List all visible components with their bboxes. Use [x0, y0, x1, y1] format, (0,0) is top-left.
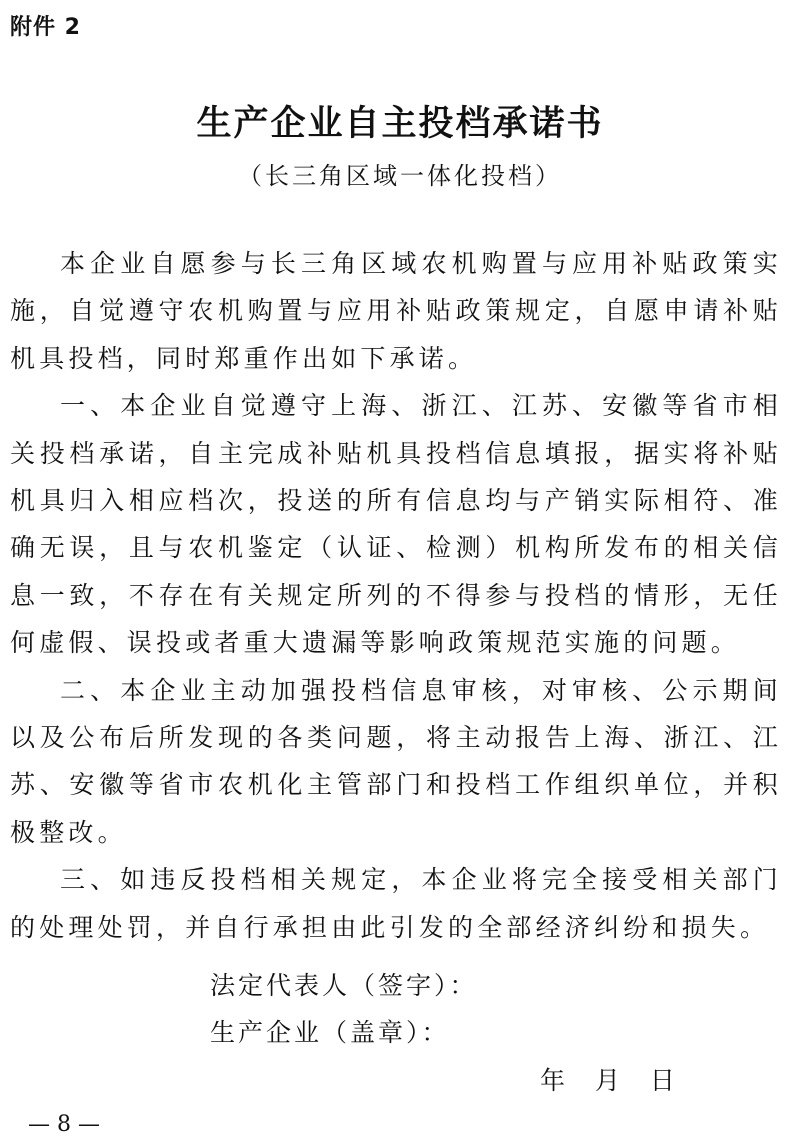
paragraph-commitment-1: 一、本企业自觉遵守上海、浙江、江苏、安徽等省市相关投档承诺，自主完成补贴机具投档信息填报，据实将补贴机具归入相应档次，投送的所有信息均与产销实际相符、准确无误，且与农机鉴定（认证、检测）机构所发布的相关信息一致，不存在有关规定所列的不得参与投档的情形，无任何虚假、误投或者重大遗漏等影响政策规范实施的问题。: [10, 391, 782, 658]
document-title: 生产企业自主投档承诺书: [196, 104, 604, 144]
paragraph-commitment-2: 二、本企业主动加强投档信息审核，对审核、公示期间以及公布后所发现的各类问题，将主动报告上海、浙江、江苏、安徽等省市农机化主管部门和投档工作组织单位，并积极整改。: [10, 675, 782, 847]
attachment-label: 附件 2: [10, 15, 81, 40]
page-number: — 8 —: [28, 1112, 100, 1137]
document-body: [10, 240, 782, 951]
company-seal-line: 生产企业（盖章）：: [210, 1018, 450, 1047]
legal-representative-signature-line: 法定代表人（签字）：: [210, 971, 478, 1000]
paragraph-commitment-3: 三、如违反投档相关规定，本企业将完全接受相关部门的处理处罚，并自行承担由此引发的全部经济纠纷和损失。: [10, 865, 782, 942]
date-line: 年 月 日: [540, 1066, 675, 1095]
document-subtitle: （长三角区域一体化投档）: [238, 162, 562, 190]
paragraph-intro: 本企业自愿参与长三角区域农机购置与应用补贴政策实施，自觉遵守农机购置与应用补贴政策规定，自愿申请补贴机具投档，同时郑重作出如下承诺。: [10, 249, 782, 373]
